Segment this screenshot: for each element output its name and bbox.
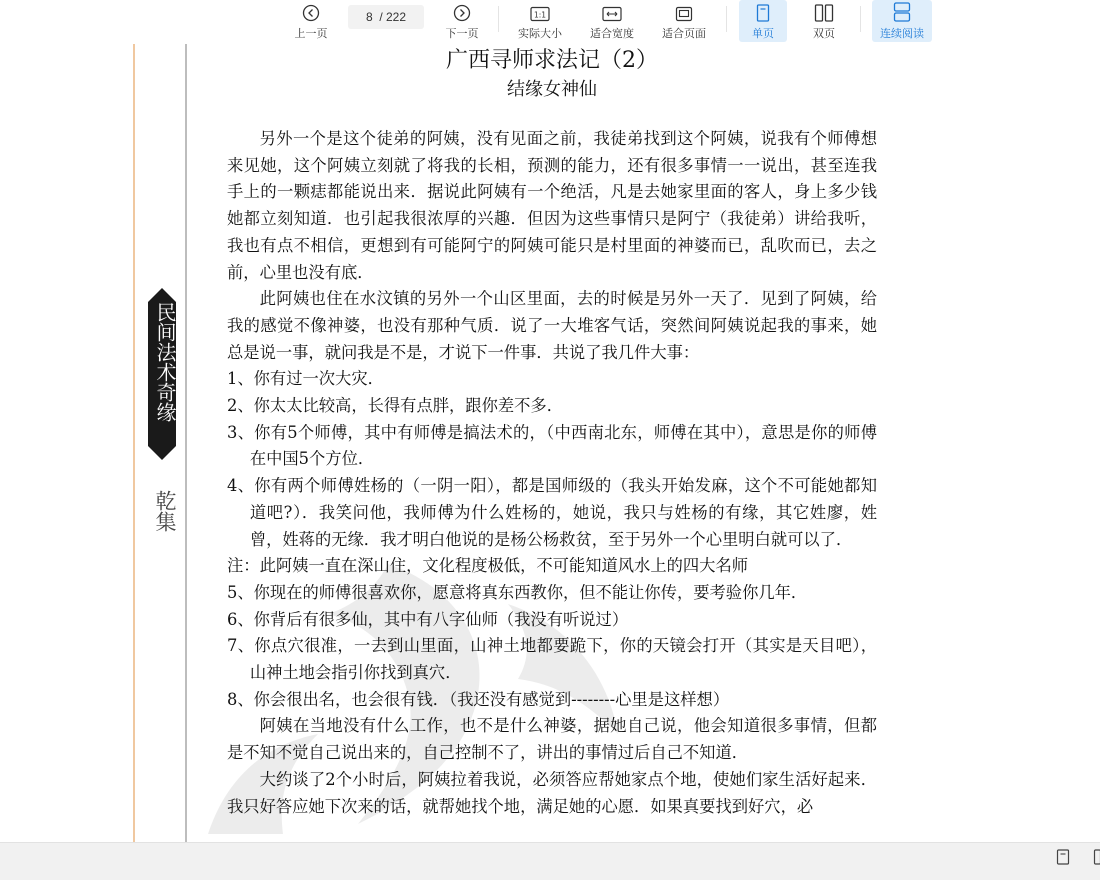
status-bar [0, 842, 1100, 880]
body-paragraph: 阿姨在当地没有什么工作，也不是什么神婆，据她自己说，他会知道很多事情，但都是不知不觉自己说出来的，自己控制不了，讲出的事情过后自己不知道． [227, 713, 877, 766]
chevron-left-circle-icon [302, 0, 320, 22]
body-paragraph: 此阿姨也住在水汶镇的另外一个山区里面，去的时候是另外一天了．见到了阿姨，给我的感觉不像神婆，也没有那种气质．说了一大堆客气话，突然间阿姨说起我的事来，她总是说一事，就问我是不是，才说下一件事．共说了我几件大事： [227, 286, 877, 366]
toolbar-divider [860, 6, 861, 32]
total-pages: / 222 [379, 10, 406, 24]
series-tag [148, 288, 176, 460]
single-page-icon [756, 0, 770, 22]
list-item: 1、你有过一次大灾． [227, 366, 877, 393]
fit-page-label: 适合页面 [662, 25, 706, 41]
reader-toolbar [0, 0, 1100, 44]
prev-page-button[interactable] [290, 0, 332, 42]
single-page-label: 单页 [752, 25, 774, 41]
single-page-button[interactable] [739, 0, 787, 42]
chevron-right-circle-icon [453, 0, 471, 22]
prev-page-label: 上一页 [295, 25, 328, 41]
list-item: 4、你有两个师傅姓杨的（一阴一阳），都是国师级的（我头开始发麻，这个不可能她都知道吧?）．我笑问他，我师傅为什么姓杨的，她说，我只与姓杨的有缘，其它姓廖，姓曾，姓蒋的无缘．我才明白他说的是杨公杨救贫，至于另外一个心里明白就可以了． [227, 473, 877, 553]
body-paragraph: 另外一个是这个徒弟的阿姨，没有见面之前，我徒弟找到这个阿姨，说我有个师傅想来见她，这个阿姨立刻就了将我的长相，预测的能力，还有很多事情一一说出，甚至连我手上的一颗痣都能说出来．据说此阿姨有一个绝活，凡是去她家里面的客人，身上多少钱她都立刻知道．也引起我很浓厚的兴趣．但因为这些事情只是阿宁（我徒弟）讲给我听，我也有点不相信，更想到有可能阿宁的阿姨可能只是村里面的神婆而已，乱吹而已，去之前，心里也没有底． [227, 126, 877, 286]
toolbar-divider [498, 6, 499, 32]
page-number-input[interactable] [348, 5, 424, 29]
collection-label: 乾集 [149, 490, 177, 532]
fit-width-label: 适合宽度 [590, 25, 634, 41]
next-page-button[interactable] [441, 0, 483, 42]
list-item: 5、你现在的师傅很喜欢你，愿意将真东西教你，但不能让你传，要考验你几年． [227, 580, 877, 607]
document-subtitle: 结缘女神仙 [227, 75, 877, 101]
continuous-reading-icon [893, 0, 911, 22]
document-title: 广西寻师求法记（2） [227, 44, 877, 74]
list-item: 6、你背后有很多仙，其中有八字仙师（我没有听说过） [227, 607, 877, 634]
current-page: 8 [366, 10, 373, 24]
actual-size-button[interactable] [512, 0, 568, 42]
continuous-reading-label: 连续阅读 [880, 25, 924, 41]
continuous-reading-button[interactable] [872, 0, 932, 42]
toolbar-divider [726, 6, 727, 32]
double-page-label: 双页 [813, 25, 835, 41]
list-item: 2、你太太比较高，长得有点胖，跟你差不多． [227, 393, 877, 420]
double-page-icon [814, 0, 834, 22]
series-tag-text: 民间法术奇缘 [148, 302, 176, 422]
margin-line-outer [133, 44, 135, 842]
actual-size-label: 实际大小 [518, 25, 562, 41]
document-page [0, 44, 1100, 842]
list-item: 8、你会很出名，也会很有钱．（我还没有感觉到--------心里是这样想） [227, 687, 877, 714]
margin-line-inner [185, 44, 187, 842]
list-item: 7、你点穴很准，一去到山里面，山神土地都要跪下，你的天镜会打开（其实是天目吧），山神土地会指引你找到真穴． [227, 633, 877, 686]
single-page-view-icon[interactable] [1056, 849, 1070, 869]
fit-page-icon [675, 0, 693, 22]
fit-page-button[interactable] [656, 0, 712, 42]
fit-width-icon [602, 0, 622, 22]
document-body [227, 126, 877, 820]
fit-width-button[interactable] [584, 0, 640, 42]
body-paragraph: 大约谈了2个小时后，阿姨拉着我说，必须答应帮她家点个地，使她们家生活好起来．我只好答应她下次来的话，就帮她找个地，满足她的心愿．如果真要找到好穴，必 [227, 767, 877, 820]
next-page-label: 下一页 [446, 25, 479, 41]
actual-size-icon [530, 0, 550, 22]
svg-text:1:1: 1:1 [534, 10, 546, 19]
note-paragraph: 注：此阿姨一直在深山住，文化程度极低，不可能知道风水上的四大名师 [227, 553, 877, 580]
double-page-view-icon[interactable] [1093, 849, 1100, 869]
list-item: 3、你有5个师傅，其中有师傅是搞法术的，（中西南北东，师傅在其中），意思是你的师傅在中国5个方位． [227, 420, 877, 473]
double-page-button[interactable] [800, 0, 848, 42]
